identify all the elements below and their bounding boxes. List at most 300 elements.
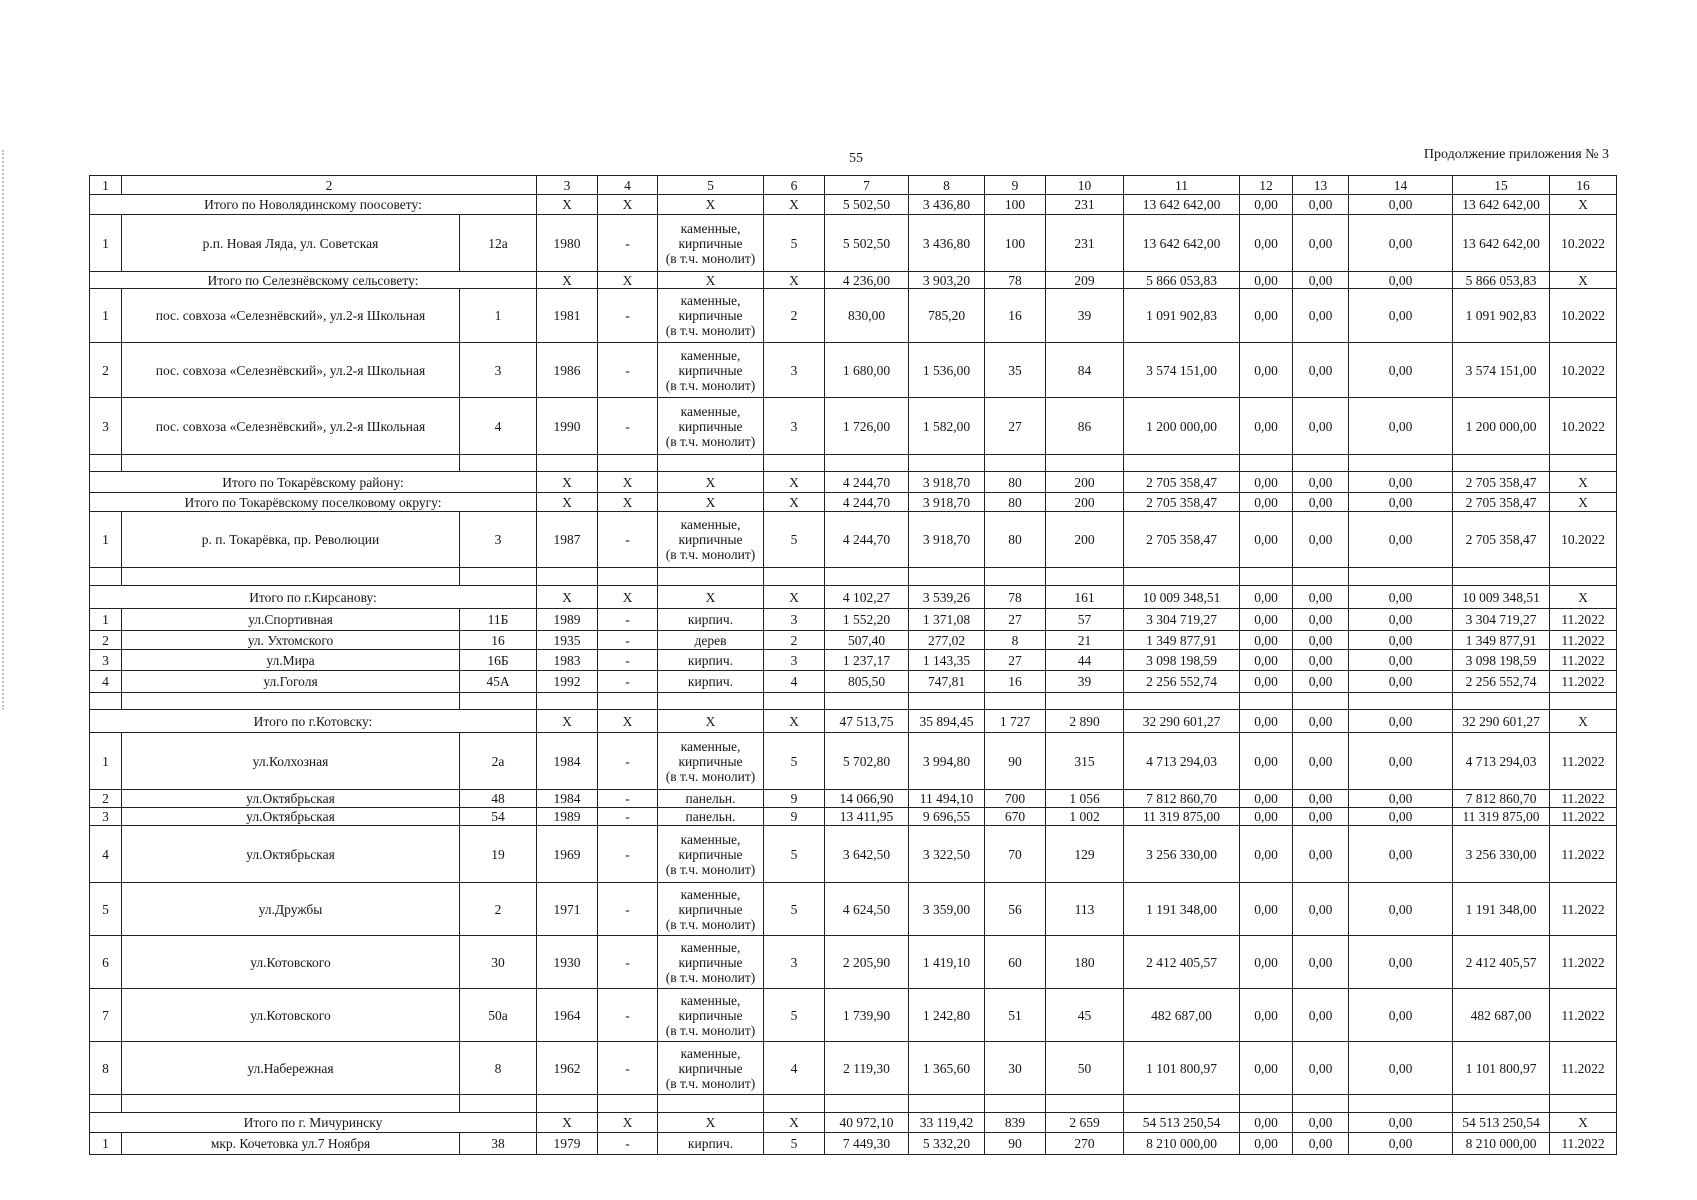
col-10-cell: 57 [1046, 609, 1124, 631]
address-cell: пос. совхоза «Селезнёвский», ул.2-я Школьная [122, 343, 460, 398]
house-number-cell: 54 [460, 808, 537, 826]
blank-cell [122, 568, 460, 586]
col-7-cell: 4 624,50 [825, 883, 909, 936]
col-8-cell: 3 918,70 [909, 493, 985, 512]
col-5-cell: X [658, 586, 764, 609]
col-15-cell: 3 304 719,27 [1453, 609, 1550, 631]
col-8-cell: 3 994,80 [909, 733, 985, 790]
col-4-cell: - [598, 936, 658, 989]
col-13-cell: 0,00 [1293, 272, 1349, 289]
col-12-cell: 0,00 [1240, 989, 1293, 1042]
col-5-cell: каменные, кирпичные (в т.ч. монолит) [658, 1042, 764, 1095]
column-number-header: 9 [985, 176, 1046, 195]
col-15-cell: 482 687,00 [1453, 989, 1550, 1042]
col-15-cell: 2 705 358,47 [1453, 493, 1550, 512]
col-15-cell: 3 098 198,59 [1453, 650, 1550, 671]
col-6-cell: X [764, 586, 825, 609]
col-12-cell: 0,00 [1240, 289, 1293, 343]
col-3-cell: 1986 [537, 343, 598, 398]
blank-cell [764, 1095, 825, 1113]
col-9-cell: 90 [985, 733, 1046, 790]
col-14-cell: 0,00 [1349, 808, 1453, 826]
blank-cell [122, 455, 460, 472]
col-10-cell: 39 [1046, 289, 1124, 343]
house-number-cell: 45А [460, 671, 537, 693]
col-10-cell: 39 [1046, 671, 1124, 693]
address-cell: р. п. Токарёвка, пр. Революции [122, 512, 460, 568]
subtotal-row [90, 472, 1617, 493]
col-12-cell: 0,00 [1240, 883, 1293, 936]
col-13-cell: 0,00 [1293, 343, 1349, 398]
house-row [90, 631, 1617, 650]
col-16-cell: 11.2022 [1550, 883, 1617, 936]
col-11-cell: 3 256 330,00 [1124, 826, 1240, 883]
col-7-cell: 1 739,90 [825, 989, 909, 1042]
col-6-cell: 4 [764, 1042, 825, 1095]
col-16-cell: 10.2022 [1550, 289, 1617, 343]
col-11-cell: 8 210 000,00 [1124, 1133, 1240, 1155]
col-6-cell: 9 [764, 808, 825, 826]
col-7-cell: 2 205,90 [825, 936, 909, 989]
blank-cell [1453, 455, 1550, 472]
col-13-cell: 0,00 [1293, 790, 1349, 808]
col-5-cell: X [658, 493, 764, 512]
col-5-cell: каменные, кирпичные (в т.ч. монолит) [658, 512, 764, 568]
col-15-cell: 32 290 601,27 [1453, 710, 1550, 733]
col-13-cell: 0,00 [1293, 710, 1349, 733]
col-3-cell: X [537, 472, 598, 493]
subtotal-row [90, 710, 1617, 733]
blank-cell [122, 1095, 460, 1113]
col-13-cell: 0,00 [1293, 493, 1349, 512]
col-13-cell: 0,00 [1293, 1133, 1349, 1155]
col-3-cell: X [537, 493, 598, 512]
house-row [90, 343, 1617, 398]
house-row [90, 650, 1617, 671]
col-11-cell: 13 642 642,00 [1124, 195, 1240, 215]
col-16-cell: 10.2022 [1550, 343, 1617, 398]
col-4-cell: - [598, 512, 658, 568]
col-6-cell: 5 [764, 989, 825, 1042]
col-5-cell: X [658, 710, 764, 733]
row-number-cell: 3 [90, 398, 122, 455]
col-4-cell: - [598, 790, 658, 808]
col-15-cell: 13 642 642,00 [1453, 195, 1550, 215]
col-11-cell: 3 304 719,27 [1124, 609, 1240, 631]
col-4-cell: - [598, 733, 658, 790]
blank-cell [1240, 693, 1293, 710]
col-11-cell: 482 687,00 [1124, 989, 1240, 1042]
blank-cell [122, 693, 460, 710]
blank-cell [985, 693, 1046, 710]
address-cell: ул.Октябрьская [122, 826, 460, 883]
col-16-cell: 11.2022 [1550, 808, 1617, 826]
col-12-cell: 0,00 [1240, 936, 1293, 989]
blank-cell [1046, 693, 1124, 710]
column-number-header: 13 [1293, 176, 1349, 195]
blank-cell [1240, 568, 1293, 586]
col-13-cell: 0,00 [1293, 1113, 1349, 1133]
col-15-cell: 7 812 860,70 [1453, 790, 1550, 808]
blank-cell [90, 455, 122, 472]
row-number-cell: 1 [90, 215, 122, 272]
col-11-cell: 2 256 552,74 [1124, 671, 1240, 693]
col-8-cell: 1 143,35 [909, 650, 985, 671]
col-5-cell: каменные, кирпичные (в т.ч. монолит) [658, 989, 764, 1042]
col-8-cell: 3 918,70 [909, 472, 985, 493]
house-number-cell: 19 [460, 826, 537, 883]
col-15-cell: 3 574 151,00 [1453, 343, 1550, 398]
blank-cell [537, 693, 598, 710]
blank-cell [658, 568, 764, 586]
blank-cell [1550, 1095, 1617, 1113]
blank-cell [985, 1095, 1046, 1113]
house-row [90, 512, 1617, 568]
house-row [90, 398, 1617, 455]
col-7-cell: 5 502,50 [825, 215, 909, 272]
col-15-cell: 4 713 294,03 [1453, 733, 1550, 790]
col-4-cell: - [598, 883, 658, 936]
col-3-cell: 1989 [537, 808, 598, 826]
col-6-cell: 3 [764, 398, 825, 455]
column-number-header: 10 [1046, 176, 1124, 195]
col-12-cell: 0,00 [1240, 733, 1293, 790]
address-cell: пос. совхоза «Селезнёвский», ул.2-я Школьная [122, 398, 460, 455]
col-8-cell: 747,81 [909, 671, 985, 693]
col-3-cell: X [537, 710, 598, 733]
col-16-cell: 10.2022 [1550, 398, 1617, 455]
col-6-cell: 5 [764, 512, 825, 568]
blank-cell [460, 455, 537, 472]
col-13-cell: 0,00 [1293, 733, 1349, 790]
blank-cell [1293, 455, 1349, 472]
address-cell: ул.Котовского [122, 936, 460, 989]
row-number-cell: 1 [90, 289, 122, 343]
col-16-cell: X [1550, 472, 1617, 493]
col-12-cell: 0,00 [1240, 1113, 1293, 1133]
col-15-cell: 13 642 642,00 [1453, 215, 1550, 272]
blank-cell [1349, 1095, 1453, 1113]
column-number-header: 2 [122, 176, 537, 195]
col-11-cell: 1 101 800,97 [1124, 1042, 1240, 1095]
house-row [90, 790, 1617, 808]
col-8-cell: 3 322,50 [909, 826, 985, 883]
col-9-cell: 80 [985, 512, 1046, 568]
col-8-cell: 277,02 [909, 631, 985, 650]
blank-cell [1349, 693, 1453, 710]
col-13-cell: 0,00 [1293, 512, 1349, 568]
blank-cell [1293, 1095, 1349, 1113]
col-9-cell: 60 [985, 936, 1046, 989]
col-11-cell: 11 319 875,00 [1124, 808, 1240, 826]
col-16-cell: X [1550, 586, 1617, 609]
house-number-cell: 30 [460, 936, 537, 989]
col-6-cell: X [764, 472, 825, 493]
col-12-cell: 0,00 [1240, 1133, 1293, 1155]
house-number-cell: 3 [460, 512, 537, 568]
col-13-cell: 0,00 [1293, 1042, 1349, 1095]
house-number-cell: 3 [460, 343, 537, 398]
col-9-cell: 100 [985, 215, 1046, 272]
col-14-cell: 0,00 [1349, 733, 1453, 790]
subtotal-label: Итого по Селезнёвскому сельсовету: [90, 272, 537, 289]
col-3-cell: X [537, 1113, 598, 1133]
col-4-cell: - [598, 631, 658, 650]
address-cell: ул.Мира [122, 650, 460, 671]
col-16-cell: X [1550, 195, 1617, 215]
blank-cell [658, 455, 764, 472]
col-8-cell: 9 696,55 [909, 808, 985, 826]
col-7-cell: 4 244,70 [825, 472, 909, 493]
col-8-cell: 1 582,00 [909, 398, 985, 455]
col-10-cell: 200 [1046, 472, 1124, 493]
col-16-cell: X [1550, 272, 1617, 289]
row-number-cell: 6 [90, 936, 122, 989]
col-14-cell: 0,00 [1349, 1113, 1453, 1133]
col-14-cell: 0,00 [1349, 1042, 1453, 1095]
col-8-cell: 3 918,70 [909, 512, 985, 568]
col-10-cell: 21 [1046, 631, 1124, 650]
col-9-cell: 700 [985, 790, 1046, 808]
address-cell: ул.Котовского [122, 989, 460, 1042]
col-13-cell: 0,00 [1293, 631, 1349, 650]
col-11-cell: 2 705 358,47 [1124, 472, 1240, 493]
col-7-cell: 3 642,50 [825, 826, 909, 883]
col-10-cell: 180 [1046, 936, 1124, 989]
col-5-cell: каменные, кирпичные (в т.ч. монолит) [658, 289, 764, 343]
blank-cell [90, 693, 122, 710]
blank-cell [825, 1095, 909, 1113]
blank-cell [1046, 455, 1124, 472]
col-12-cell: 0,00 [1240, 808, 1293, 826]
col-14-cell: 0,00 [1349, 343, 1453, 398]
blank-cell [1046, 568, 1124, 586]
col-4-cell: X [598, 586, 658, 609]
blank-cell [1293, 568, 1349, 586]
address-cell: пос. совхоза «Селезнёвский», ул.2-я Школьная [122, 289, 460, 343]
col-13-cell: 0,00 [1293, 883, 1349, 936]
house-row [90, 883, 1617, 936]
col-9-cell: 27 [985, 650, 1046, 671]
house-number-cell: 48 [460, 790, 537, 808]
col-15-cell: 8 210 000,00 [1453, 1133, 1550, 1155]
blank-cell [658, 693, 764, 710]
col-6-cell: 5 [764, 826, 825, 883]
col-12-cell: 0,00 [1240, 631, 1293, 650]
col-3-cell: 1990 [537, 398, 598, 455]
col-6-cell: 4 [764, 671, 825, 693]
col-4-cell: X [598, 272, 658, 289]
house-number-cell: 2 [460, 883, 537, 936]
col-7-cell: 4 236,00 [825, 272, 909, 289]
blank-cell [1124, 568, 1240, 586]
blank-cell [1240, 1095, 1293, 1113]
blank-cell [460, 568, 537, 586]
col-16-cell: 11.2022 [1550, 826, 1617, 883]
col-11-cell: 2 705 358,47 [1124, 493, 1240, 512]
col-10-cell: 200 [1046, 512, 1124, 568]
col-14-cell: 0,00 [1349, 650, 1453, 671]
col-14-cell: 0,00 [1349, 289, 1453, 343]
row-number-cell: 1 [90, 1133, 122, 1155]
col-5-cell: кирпич. [658, 650, 764, 671]
col-10-cell: 231 [1046, 215, 1124, 272]
row-number-cell: 7 [90, 989, 122, 1042]
house-row [90, 826, 1617, 883]
col-15-cell: 1 191 348,00 [1453, 883, 1550, 936]
col-13-cell: 0,00 [1293, 586, 1349, 609]
house-row [90, 1042, 1617, 1095]
col-15-cell: 1 349 877,91 [1453, 631, 1550, 650]
col-6-cell: 3 [764, 343, 825, 398]
column-number-header: 8 [909, 176, 985, 195]
blank-cell [90, 568, 122, 586]
col-9-cell: 56 [985, 883, 1046, 936]
address-cell: ул.Октябрьская [122, 808, 460, 826]
col-3-cell: 1979 [537, 1133, 598, 1155]
col-14-cell: 0,00 [1349, 936, 1453, 989]
col-8-cell: 3 539,26 [909, 586, 985, 609]
blank-cell [90, 1095, 122, 1113]
blank-cell [1550, 693, 1617, 710]
col-14-cell: 0,00 [1349, 671, 1453, 693]
blank-cell [1453, 568, 1550, 586]
col-12-cell: 0,00 [1240, 195, 1293, 215]
col-16-cell: X [1550, 710, 1617, 733]
col-10-cell: 200 [1046, 493, 1124, 512]
col-16-cell: 11.2022 [1550, 609, 1617, 631]
col-8-cell: 35 894,45 [909, 710, 985, 733]
col-3-cell: 1984 [537, 790, 598, 808]
subtotal-label: Итого по Новолядинскому поосовету: [90, 195, 537, 215]
col-10-cell: 270 [1046, 1133, 1124, 1155]
blank-row [90, 1095, 1617, 1113]
house-number-cell: 2а [460, 733, 537, 790]
col-10-cell: 209 [1046, 272, 1124, 289]
col-15-cell: 54 513 250,54 [1453, 1113, 1550, 1133]
blank-cell [1046, 1095, 1124, 1113]
house-number-cell: 1 [460, 289, 537, 343]
col-11-cell: 54 513 250,54 [1124, 1113, 1240, 1133]
col-8-cell: 5 332,20 [909, 1133, 985, 1155]
col-9-cell: 16 [985, 671, 1046, 693]
col-3-cell: 1992 [537, 671, 598, 693]
col-16-cell: 11.2022 [1550, 1042, 1617, 1095]
col-3-cell: 1989 [537, 609, 598, 631]
blank-cell [764, 693, 825, 710]
col-4-cell: - [598, 671, 658, 693]
col-3-cell: X [537, 195, 598, 215]
col-3-cell: 1983 [537, 650, 598, 671]
col-16-cell: 11.2022 [1550, 936, 1617, 989]
blank-cell [764, 568, 825, 586]
column-number-header: 7 [825, 176, 909, 195]
col-4-cell: - [598, 343, 658, 398]
col-7-cell: 805,50 [825, 671, 909, 693]
col-5-cell: X [658, 1113, 764, 1133]
col-12-cell: 0,00 [1240, 790, 1293, 808]
col-8-cell: 3 436,80 [909, 215, 985, 272]
col-8-cell: 3 903,20 [909, 272, 985, 289]
col-9-cell: 80 [985, 472, 1046, 493]
house-row [90, 936, 1617, 989]
col-4-cell: X [598, 472, 658, 493]
col-14-cell: 0,00 [1349, 272, 1453, 289]
col-6-cell: 5 [764, 1133, 825, 1155]
col-6-cell: 5 [764, 733, 825, 790]
blank-cell [909, 568, 985, 586]
column-number-header: 5 [658, 176, 764, 195]
col-14-cell: 0,00 [1349, 631, 1453, 650]
col-7-cell: 2 119,30 [825, 1042, 909, 1095]
column-number-header: 16 [1550, 176, 1617, 195]
col-11-cell: 2 412 405,57 [1124, 936, 1240, 989]
col-8-cell: 1 242,80 [909, 989, 985, 1042]
column-number-header: 3 [537, 176, 598, 195]
address-cell: ул.Набережная [122, 1042, 460, 1095]
col-9-cell: 78 [985, 272, 1046, 289]
col-12-cell: 0,00 [1240, 710, 1293, 733]
col-7-cell: 5 502,50 [825, 195, 909, 215]
col-14-cell: 0,00 [1349, 609, 1453, 631]
house-row [90, 609, 1617, 631]
blank-cell [764, 455, 825, 472]
house-number-cell: 8 [460, 1042, 537, 1095]
blank-cell [1349, 455, 1453, 472]
col-3-cell: X [537, 272, 598, 289]
col-13-cell: 0,00 [1293, 609, 1349, 631]
house-row [90, 989, 1617, 1042]
col-3-cell: 1980 [537, 215, 598, 272]
col-10-cell: 50 [1046, 1042, 1124, 1095]
col-6-cell: X [764, 493, 825, 512]
blank-cell [1124, 693, 1240, 710]
col-3-cell: 1981 [537, 289, 598, 343]
col-11-cell: 1 349 877,91 [1124, 631, 1240, 650]
col-15-cell: 2 256 552,74 [1453, 671, 1550, 693]
blank-cell [1453, 1095, 1550, 1113]
blank-cell [1550, 455, 1617, 472]
col-16-cell: 10.2022 [1550, 512, 1617, 568]
col-7-cell: 1 237,17 [825, 650, 909, 671]
col-11-cell: 3 574 151,00 [1124, 343, 1240, 398]
col-10-cell: 1 002 [1046, 808, 1124, 826]
col-7-cell: 13 411,95 [825, 808, 909, 826]
col-9-cell: 51 [985, 989, 1046, 1042]
col-7-cell: 14 066,90 [825, 790, 909, 808]
col-8-cell: 1 365,60 [909, 1042, 985, 1095]
col-16-cell: 11.2022 [1550, 733, 1617, 790]
house-number-cell: 16Б [460, 650, 537, 671]
col-3-cell: X [537, 586, 598, 609]
col-14-cell: 0,00 [1349, 710, 1453, 733]
subtotal-row [90, 493, 1617, 512]
col-9-cell: 27 [985, 398, 1046, 455]
blank-cell [825, 568, 909, 586]
col-3-cell: 1964 [537, 989, 598, 1042]
house-row [90, 215, 1617, 272]
blank-cell [825, 455, 909, 472]
subtotal-label: Итого по Токарёвскому району: [90, 472, 537, 493]
row-number-cell: 8 [90, 1042, 122, 1095]
col-11-cell: 5 866 053,83 [1124, 272, 1240, 289]
col-6-cell: 3 [764, 936, 825, 989]
column-number-header: 6 [764, 176, 825, 195]
col-8-cell: 11 494,10 [909, 790, 985, 808]
blank-cell [1240, 455, 1293, 472]
row-number-cell: 2 [90, 343, 122, 398]
blank-cell [598, 568, 658, 586]
